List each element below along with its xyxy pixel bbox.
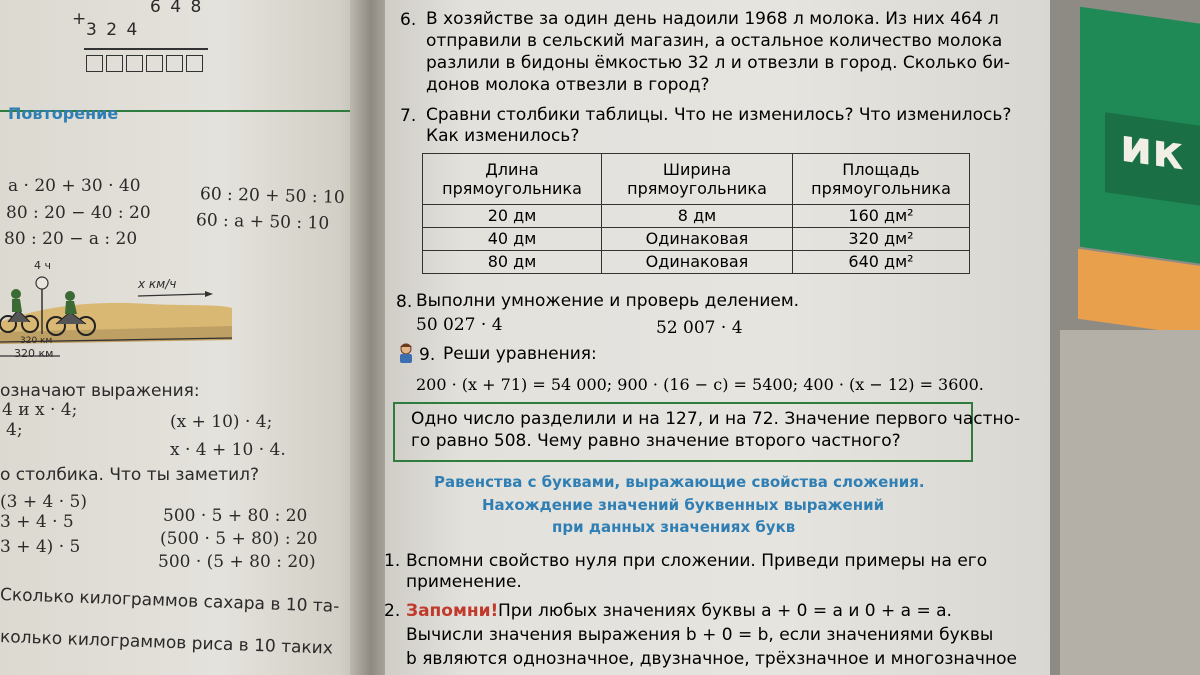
table-row bbox=[423, 205, 970, 228]
table-cell: 80 дм bbox=[423, 251, 602, 274]
task6-line: отправили в сельский магазин, а остальное количество молока bbox=[426, 31, 1003, 51]
expression: (x + 10) · 4; bbox=[170, 412, 273, 432]
task6-line: разлили в бидоны ёмкостью 32 л и отвезли в город. Сколько би- bbox=[426, 53, 1011, 73]
task8-text: Выполни умножение и проверь делением. bbox=[416, 291, 800, 311]
table-row bbox=[423, 251, 970, 274]
expression: 4; bbox=[6, 420, 23, 440]
expression: (3 + 4 · 5) bbox=[0, 492, 87, 512]
task-text: колько килограммов риса в 10 таких bbox=[0, 627, 334, 659]
header-line: прямоугольника bbox=[627, 179, 767, 198]
table-header bbox=[793, 154, 970, 205]
table-cell: 20 дм bbox=[423, 205, 602, 228]
task7-line: Сравни столбики таблицы. Что не изменилось? Что изменилось? bbox=[426, 105, 1012, 125]
header-line: прямоугольника bbox=[442, 179, 582, 198]
expression: a · 20 + 30 · 40 bbox=[8, 176, 141, 196]
expression: 4 и x · 4; bbox=[2, 400, 78, 420]
task6-line: В хозяйстве за один день надоили 1968 л молока. Из них 464 л bbox=[426, 9, 999, 29]
student-icon bbox=[397, 342, 415, 364]
addition-top-number: 6 4 8 bbox=[150, 0, 204, 17]
task-number: 7. bbox=[400, 106, 417, 126]
task-number: 9. bbox=[419, 345, 436, 365]
task-text: о столбика. Что ты заметил? bbox=[0, 465, 260, 485]
exercise-line: применение. bbox=[406, 572, 522, 592]
task-number: 8. bbox=[396, 292, 413, 312]
expression: 60 : a + 50 : 10 bbox=[195, 210, 330, 234]
table-cell: Одинаковая bbox=[602, 228, 793, 251]
expression: x · 4 + 10 · 4. bbox=[170, 440, 286, 460]
distance-label-small: 320 км bbox=[20, 336, 53, 346]
exercise-number: 2. bbox=[384, 601, 401, 621]
expression: 3 + 4) · 5 bbox=[0, 537, 81, 557]
task-number: 6. bbox=[400, 10, 417, 30]
task7-line: Как изменилось? bbox=[426, 126, 580, 146]
orange-stripe bbox=[1078, 249, 1200, 341]
task9-text: Реши уравнения: bbox=[443, 344, 597, 364]
header-line: Площадь bbox=[842, 160, 920, 179]
table-cell: Одинаковая bbox=[602, 251, 793, 274]
expression: (500 · 5 + 80) : 20 bbox=[160, 529, 318, 549]
motorcycle-illustration bbox=[0, 252, 240, 362]
rectangle-table bbox=[422, 153, 970, 274]
task8-expression: 52 007 · 4 bbox=[656, 318, 743, 338]
table-row bbox=[423, 228, 970, 251]
table-header-row bbox=[423, 154, 970, 205]
lesson-title: Нахождение значений буквенных выражений bbox=[482, 496, 885, 514]
expression: 500 · (5 + 80 : 20) bbox=[158, 552, 316, 572]
header-line: Длина bbox=[485, 160, 539, 179]
exercise-line: Вспомни свойство нуля при сложении. Приведи примеры на его bbox=[406, 551, 988, 571]
table-cell: 640 дм² bbox=[793, 251, 970, 274]
task8-expression: 50 027 · 4 bbox=[416, 315, 503, 335]
cover-letters: ик bbox=[1120, 117, 1184, 181]
table-cell: 40 дм bbox=[423, 228, 602, 251]
speed-label: x км/ч bbox=[138, 277, 177, 291]
table-header bbox=[423, 154, 602, 205]
exercise-line: b являются однозначное, двузначное, трёхзначное и многозначное bbox=[406, 649, 1017, 669]
task-text: означают выражения: bbox=[0, 381, 200, 401]
time-label: 4 ч bbox=[34, 259, 51, 272]
plus-sign: + bbox=[72, 9, 87, 29]
boxed-task-line: го равно 508. Чему равно значение второго частного? bbox=[411, 431, 901, 451]
table-cell: 160 дм² bbox=[793, 205, 970, 228]
expression: 3 + 4 · 5 bbox=[0, 512, 74, 532]
second-book bbox=[1040, 0, 1200, 675]
left-page bbox=[0, 0, 370, 675]
exercise-frame bbox=[0, 0, 356, 112]
header-line: прямоугольника bbox=[811, 179, 951, 198]
table-cell: 320 дм² bbox=[793, 228, 970, 251]
table-header bbox=[602, 154, 793, 205]
lesson-title: при данных значениях букв bbox=[552, 518, 796, 536]
expression: 80 : 20 − 40 : 20 bbox=[6, 203, 151, 223]
book-edge bbox=[1060, 330, 1200, 675]
exercise-line: При любых значениях буквы a + 0 = a и 0 + a = a. bbox=[498, 601, 952, 621]
expression: 80 : 20 − a : 20 bbox=[4, 229, 138, 249]
header-line: Ширина bbox=[662, 160, 732, 179]
task-text: Сколько килограммов сахара в 10 та- bbox=[0, 585, 340, 617]
expression: 60 : 20 + 50 : 10 bbox=[199, 184, 345, 208]
task9-equations: 200 · (x + 71) = 54 000; 900 · (16 − c) = 5400; 400 · (x − 12) = 3600. bbox=[416, 375, 984, 394]
lesson-title: Равенства с буквами, выражающие свойства сложения. bbox=[434, 473, 925, 491]
table-cell: 8 дм bbox=[602, 205, 793, 228]
exercise-number: 1. bbox=[384, 551, 401, 571]
remember-label: Запомни! bbox=[406, 601, 499, 621]
expression: 500 · 5 + 80 : 20 bbox=[163, 506, 308, 526]
task6-line: донов молока отвезли в город? bbox=[426, 75, 710, 95]
addition-bottom-number: 3 2 4 bbox=[86, 20, 140, 40]
boxed-task-line: Одно число разделили и на 127, и на 72. Значение первого частно- bbox=[411, 409, 1021, 429]
distance-label: 320 км bbox=[14, 347, 54, 360]
exercise-line: Вычисли значения выражения b + 0 = b, если значениями буквы bbox=[406, 625, 994, 645]
section-title: Повторение bbox=[8, 104, 119, 123]
